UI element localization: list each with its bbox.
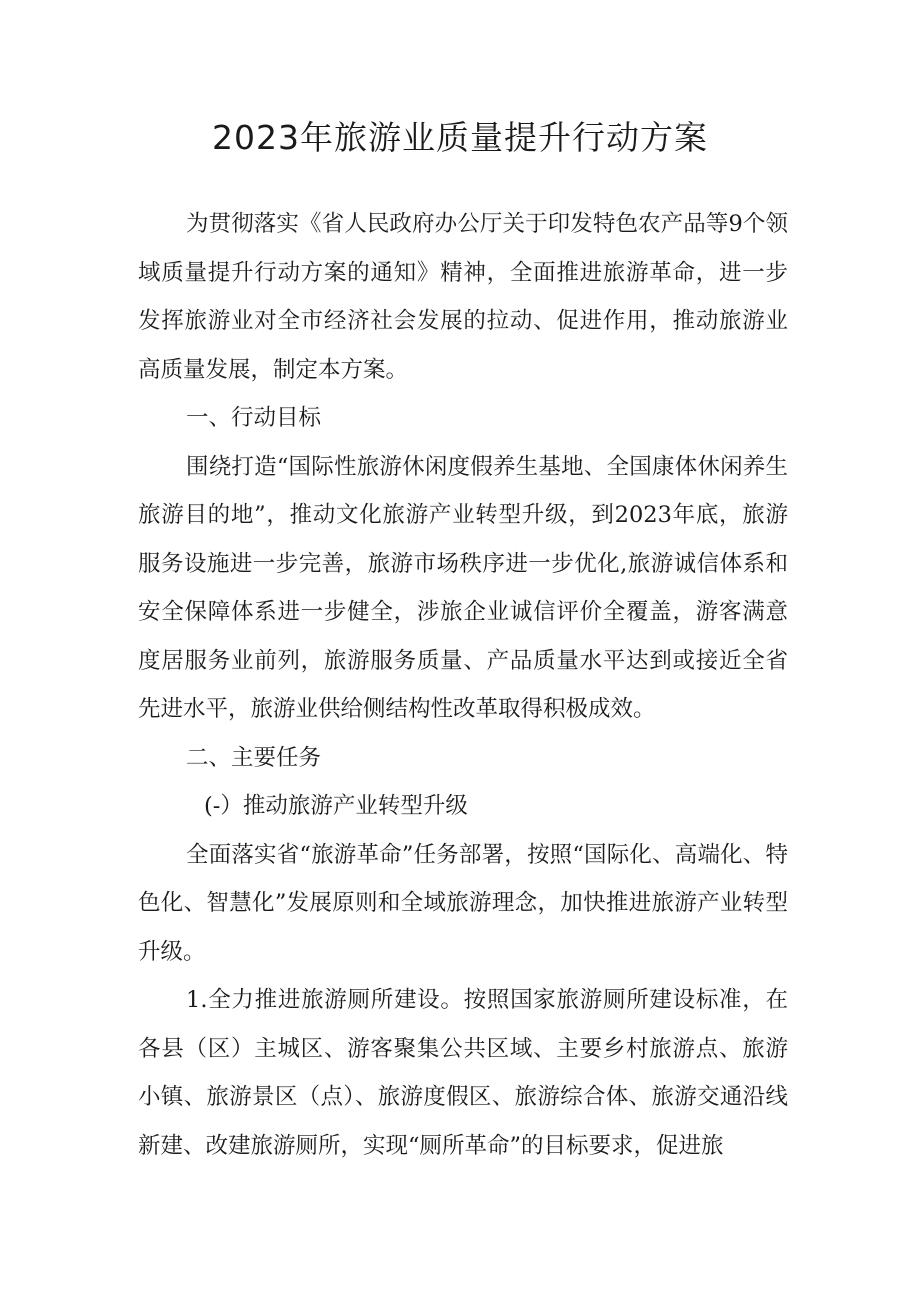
subsection-heading-transformation: (-）推动旅游产业转型升级 [204,793,468,819]
document-body [138,200,788,1170]
goals-paragraph: 围绕打造“国际性旅游休闲度假养生基地、全国康体休闲养生旅游目的地”，推动文化旅游产业转型升级，到2023年底，旅游服务设施进一步完善，旅游市场秩序进一步优化,旅游诚信体系和安全保障体系进一步健全，涉旅企业诚信评价全覆盖，游客满意度居服务业前列，旅游服务质量、产品质量水平达到或接近全省先进水平，旅游业供给侧结构性改革取得积极成效。 [138,453,788,722]
section-heading-goals: 一、行动目标 [186,405,322,431]
transformation-paragraph: 全面落实省“旅游革命”任务部署，按照“国际化、高端化、特色化、智慧化”发展原则和全域旅游理念，加快推进旅游产业转型升级。 [138,841,788,965]
intro-paragraph: 为贯彻落实《省人民政府办公厅关于印发特色农产品等9个领域质量提升行动方案的通知》精神，全面推进旅游革命，进一步发挥旅游业对全市经济社会发展的拉动、促进作用，推动旅游业高质量发展，制定本方案。 [138,211,788,383]
section-heading-tasks: 二、主要任务 [186,744,322,771]
item-toilet-construction: 1.全力推进旅游厕所建设。按照国家旅游厕所建设标准，在各县（区）主城区、游客聚集公共区域、主要乡村旅游点、旅游小镇、旅游景区（点）、旅游度假区、旅游综合体、旅游交通沿线新建、改建旅游厕所，实现“厕所革命”的目标要求，促进旅 [138,987,788,1159]
document-title: 2023年旅游业质量提升行动方案 [212,118,708,157]
